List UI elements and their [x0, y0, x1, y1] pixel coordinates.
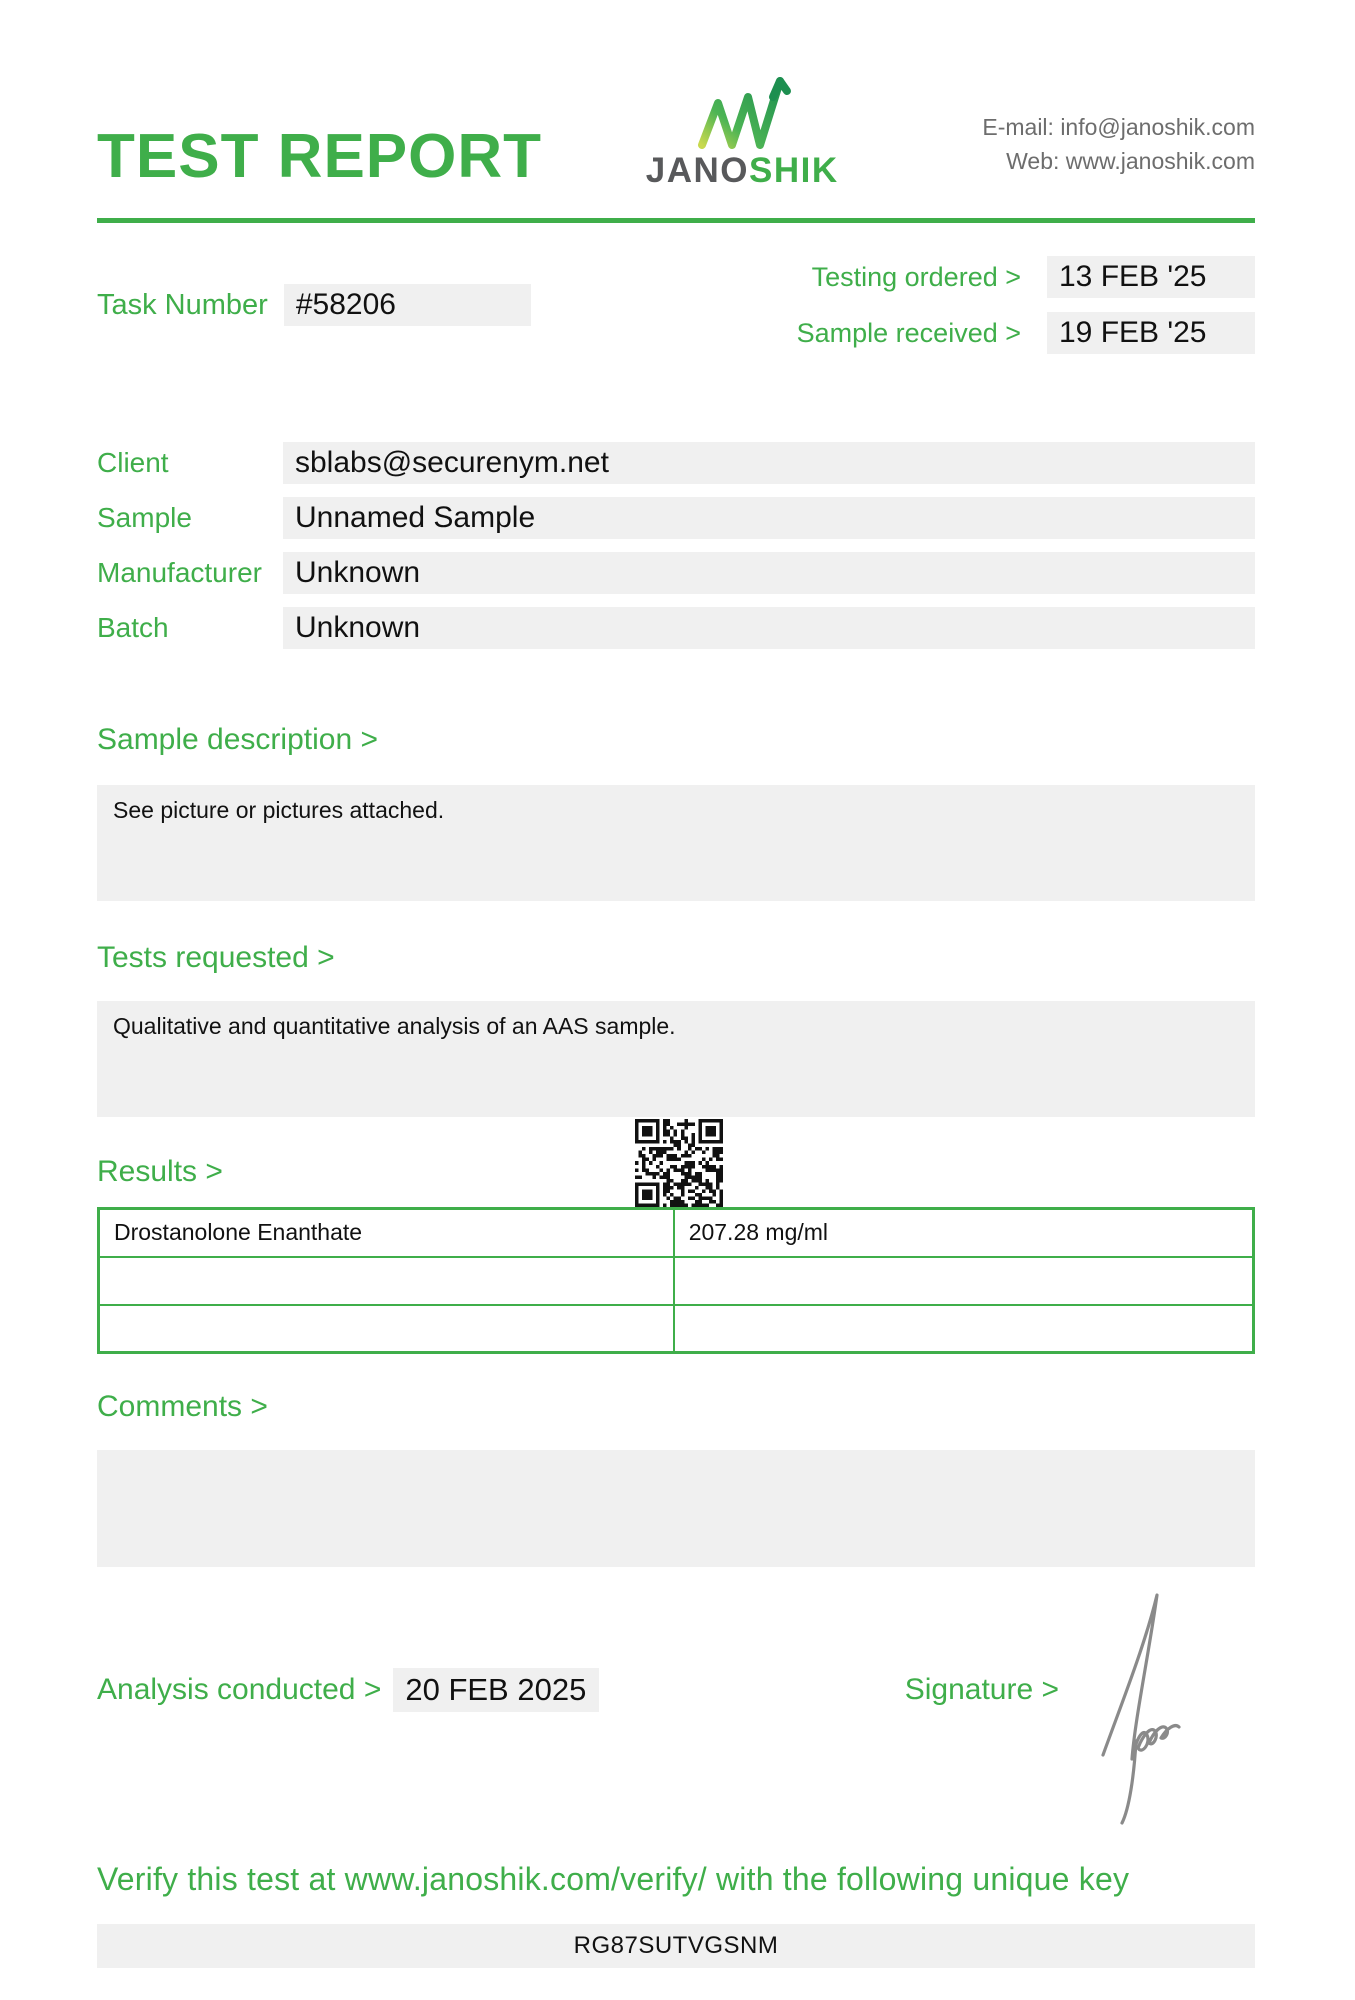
comments-section	[97, 1390, 1255, 1567]
sample-value: Unnamed Sample	[283, 497, 1255, 539]
analysis-conducted	[97, 1668, 599, 1712]
result-cell-empty	[674, 1305, 1254, 1353]
contact-email: E-mail: info@janoshik.com	[982, 114, 1255, 141]
result-concentration: 207.28 mg/ml	[674, 1209, 1254, 1257]
task-dates-row	[97, 256, 1255, 354]
sample-description-section	[97, 723, 1255, 901]
sample-received-value: 19 FEB '25	[1047, 312, 1255, 354]
comments-heading: Comments >	[97, 1390, 268, 1423]
tests-requested-heading: Tests requested >	[97, 941, 335, 974]
analysis-date-value: 20 FEB 2025	[393, 1668, 599, 1712]
testing-ordered-row	[797, 256, 1255, 298]
contact-web: Web: www.janoshik.com	[1006, 147, 1255, 174]
batch-value: Unknown	[283, 607, 1255, 649]
manufacturer-row	[97, 552, 1255, 594]
testing-ordered-value: 13 FEB '25	[1047, 256, 1255, 298]
comments-body	[97, 1450, 1255, 1567]
sample-row	[97, 497, 1255, 539]
header-divider	[97, 218, 1255, 223]
sample-received-label: Sample received >	[796, 317, 1021, 348]
verify-key: RG87SUTVGSNM	[97, 1924, 1255, 1968]
analysis-conducted-label: Analysis conducted >	[97, 1673, 382, 1706]
client-label: Client	[97, 447, 169, 478]
sample-description-body: See picture or pictures attached.	[97, 785, 1255, 901]
results-section	[97, 1155, 1255, 1354]
verify-instruction: Verify this test at www.janoshik.com/verify/ with the following unique key	[97, 1861, 1130, 1897]
batch-row	[97, 607, 1255, 649]
logo-text-jano: JANO	[645, 151, 750, 190]
table-row	[99, 1257, 1254, 1305]
table-row	[99, 1305, 1254, 1353]
client-value: sblabs@securenym.net	[283, 442, 1255, 484]
qr-code	[635, 1119, 723, 1207]
result-cell-empty	[99, 1305, 674, 1353]
client-row	[97, 442, 1255, 484]
signature-image	[1087, 1587, 1193, 1831]
page-title: TEST REPORT	[97, 122, 543, 191]
result-substance: Drostanolone Enanthate	[99, 1209, 674, 1257]
task-number-value: #58206	[284, 284, 531, 326]
result-cell-empty	[674, 1257, 1254, 1305]
signature-label: Signature >	[904, 1673, 1059, 1706]
janoshik-logo	[646, 69, 839, 188]
sample-label: Sample	[97, 502, 192, 533]
tests-requested-body: Qualitative and quantitative analysis of an AAS sample.	[97, 1001, 1255, 1117]
analysis-signature-row	[97, 1667, 1255, 1713]
testing-ordered-label: Testing ordered >	[811, 261, 1021, 292]
sample-description-heading: Sample description >	[97, 723, 378, 756]
logo-text-shik: SHIK	[749, 151, 839, 190]
results-table	[97, 1207, 1255, 1354]
task-number-label: Task Number	[97, 288, 268, 321]
batch-label: Batch	[97, 612, 169, 643]
table-row	[99, 1209, 1254, 1257]
report-header	[97, 0, 1255, 191]
results-heading: Results >	[97, 1155, 223, 1188]
sample-info-block	[97, 442, 1255, 649]
result-cell-empty	[99, 1257, 674, 1305]
contact-block	[982, 111, 1255, 188]
logo-wordmark	[646, 153, 839, 188]
tests-requested-section	[97, 941, 1255, 1117]
manufacturer-value: Unknown	[283, 552, 1255, 594]
chart-logo-icon	[690, 69, 794, 149]
sample-received-row	[797, 312, 1255, 354]
manufacturer-label: Manufacturer	[97, 557, 262, 588]
